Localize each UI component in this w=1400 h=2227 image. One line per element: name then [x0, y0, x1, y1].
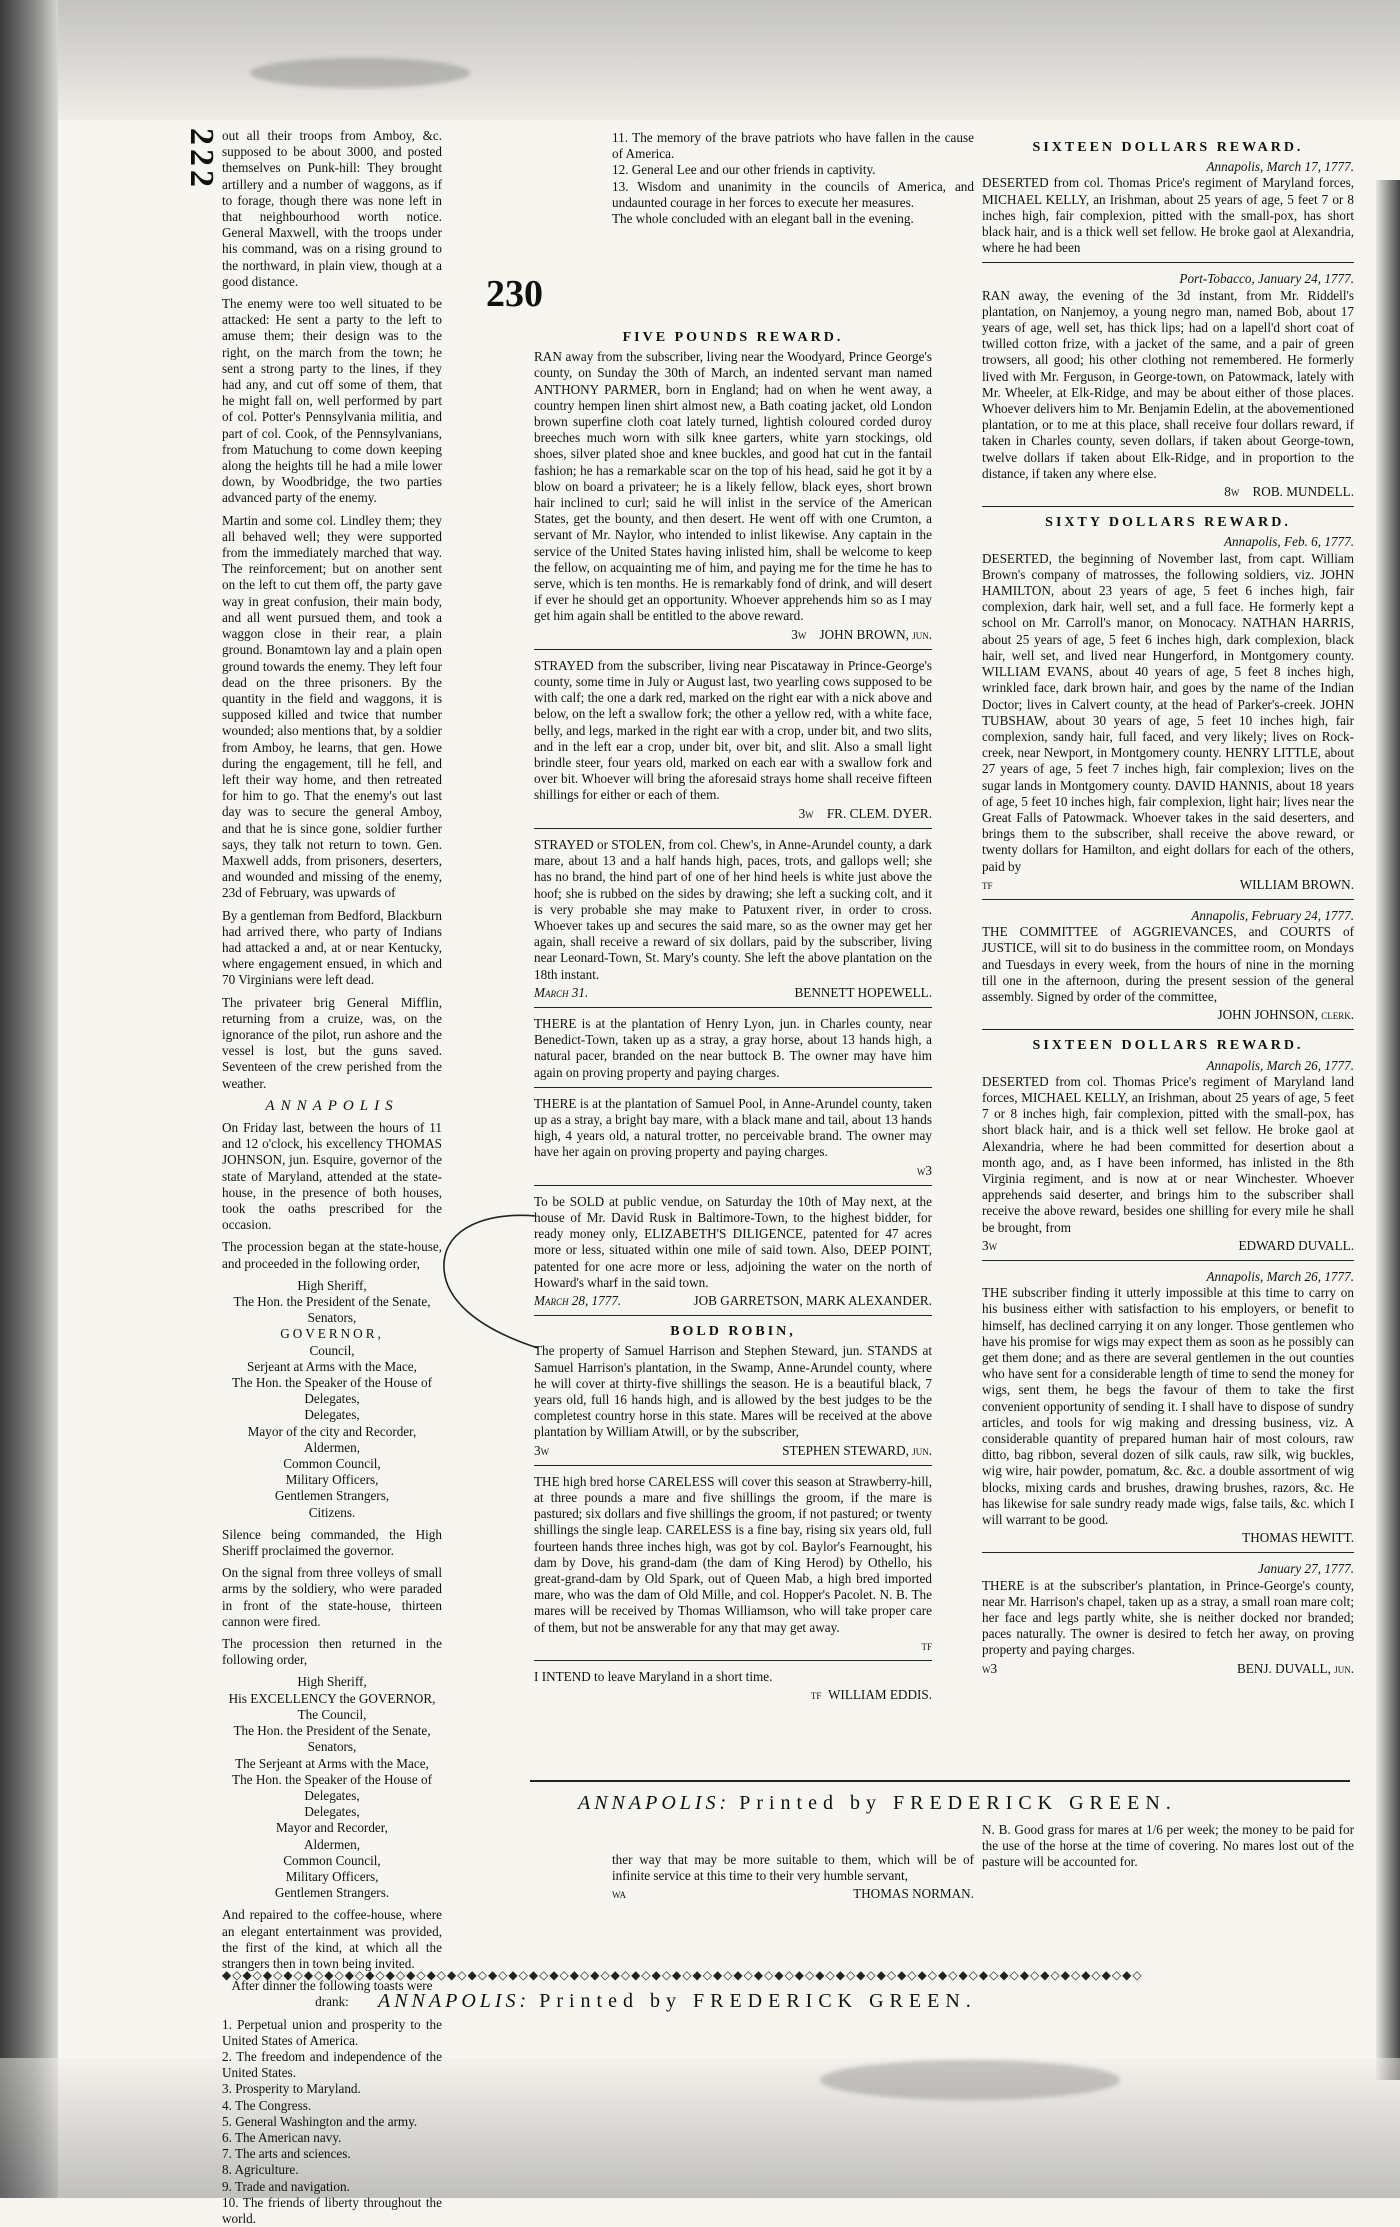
ad-dateline: Annapolis, Feb. 6, 1777.	[1223, 534, 1354, 550]
right-advertisements-column	[982, 140, 1354, 1760]
procession-line: Mayor and Recorder,	[276, 1820, 388, 1836]
ad-signer: JOB GARRETSON, MARK ALEXANDER.	[693, 1292, 932, 1308]
procession-line: The Hon. the President of the Senate,	[233, 1723, 431, 1739]
ad-dateline: Annapolis, March 26, 1777.	[1206, 1057, 1354, 1073]
ad-heading: SIXTEEN DOLLARS REWARD.	[1032, 140, 1304, 155]
middle-advertisements-column	[534, 330, 932, 1780]
news-paragraph: The procession began at the state-house, and proceeded in the following order,	[222, 1239, 442, 1271]
advertisement	[534, 837, 932, 1008]
ad-text: THE subscriber finding it utterly impossible at this time to carry on his business either with satisfaction to his employers, or benefit to himself, has declined carrying it on any longer. Those gentlemen who have his promise for wigs may expect them as soon as he possibly can get them done; and as there are several gentlemen in the out counties who have sent for a considerable length of time to send the money for wigs, sent them, he begs the favour of them to take the first convenient opportunity of sending it. I shall have to dispose of sundry articles, and tools for wig making and dressing business, viz. A considerable quantity of prepared human hair of most colours, raw ditto, bag ribbon, several dozen of silk cauls, raw silk, wig buckles, wig wire, hair powder, pomatum, &c. &c. a double assortment of wig blocks, mixing cards and brushes, drawing brushes, razors, &c. He has likewise for sale sundry ready made wigs, false tails, &c. which I will warrant to be good.	[982, 1285, 1354, 1528]
ad-signer: WILLIAM BROWN.	[1239, 876, 1354, 892]
toast-item: 6. The American navy.	[222, 2129, 342, 2145]
ad-signature	[534, 627, 932, 643]
advertisement	[982, 1269, 1354, 1553]
ad-signature	[612, 1886, 974, 1902]
ad-mark: tf	[982, 876, 993, 892]
procession-line: Senators,	[307, 1310, 357, 1326]
procession-line: Mayor of the city and Recorder,	[247, 1423, 417, 1439]
procession-line: Military Officers,	[285, 1472, 379, 1488]
page-number-top: 222	[183, 128, 220, 191]
news-paragraph: out all their troops from Amboy, &c. supposed to be about 3000, and posted themselves on Punk-hill: They brought artillery and a number of waggons, as if to forage, though there was none left in that neighbourhood worth notice. General Maxwell, with the troops under his command, was on a rising ground to the northward, in plain view, though at a good distance.	[222, 128, 442, 289]
ad-signer: THOMAS HEWITT.	[1242, 1530, 1354, 1546]
procession-list	[222, 1674, 442, 1901]
toast-item: 10. The friends of liberty throughout the world.	[222, 2194, 442, 2226]
procession-line: Serjeant at Arms with the Mace,	[247, 1358, 417, 1374]
procession-line: His EXCELLENCY the GOVERNOR,	[228, 1690, 436, 1706]
procession-line: The Hon. the President of the Senate,	[233, 1294, 431, 1310]
ad-signer: WILLIAM EDDIS.	[827, 1687, 932, 1703]
toasts-continuation	[612, 130, 974, 242]
news-paragraph: The privateer brig General Mifflin, returning from a cruize, was, on the ignorance of the pilot, run ashore and the vessel is lost, but the guns saved. Seventeen of the crew perished from the weather.	[222, 994, 442, 1091]
printer-imprint	[578, 1792, 1177, 1815]
procession-line: Council,	[309, 1342, 355, 1358]
ad-text: THERE is at the plantation of Samuel Pool, in Anne-Arundel county, taken up as a stray, a bright bay mare, with a black mane and tail, about 13 hands high, 4 years old, a natural trotter, no perceivable brand. The owner may have her again on proving property and paying charges.	[534, 1095, 932, 1160]
ad-signer: THOMAS NORMAN.	[853, 1886, 974, 1902]
advertisement	[534, 1669, 932, 1709]
procession-line: Common Council,	[283, 1852, 381, 1868]
procession-line: The Hon. the Speaker of the House of Delegates,	[232, 1771, 432, 1803]
toast-item: 11. The memory of the brave patriots who have fallen in the cause of America.	[612, 130, 974, 162]
ad-dateline: Annapolis, February 24, 1777.	[1191, 907, 1354, 923]
column-rule	[530, 1780, 1350, 1782]
closing-line: The whole concluded with an elegant ball in the evening.	[612, 211, 914, 227]
ad-signature	[982, 484, 1354, 500]
imprint-place: ANNAPOLIS:	[578, 1792, 731, 1814]
ad-text: The property of Samuel Harrison and Stephen Steward, jun. STANDS at Samuel Harrison's plantation, in the Swamp, Anne-Arundel county, where he will cover at thirty-five shillings the season. He is a beautiful black, 7 years old, full 16 hands high, and is allowed by the best judges to be the completest country horse in this state. Mares will be received at the above plantation by William Atwill, or by the subscriber,	[534, 1343, 932, 1440]
ad-signature	[982, 1661, 1354, 1677]
toast-item: 5. General Washington and the army.	[222, 2113, 418, 2129]
ad-heading: FIVE POUNDS REWARD.	[622, 330, 844, 345]
toast-item: 7. The arts and sciences.	[222, 2146, 351, 2162]
news-paragraph: On the signal from three volleys of small arms by the soldiery, who were paraded in front of the state-house, thirteen cannon were fired.	[222, 1565, 442, 1629]
news-paragraph: Martin and some col. Lindley them; they all behaved well; they were supported from the immediately marched that way. The reinforcement; but on another sent on the left to cut them off, the party gave way in great confusion, their main body, and all went pursued them, and took a waggon close in their rear, a plain ground. Bonamtown lay and a plain open ground towards the enemy. They left four dead on the three prisoners. By the quantity in the field and waggons, it is supposed killed and twice that number wounded; also mentions that, by a soldier from Amboy, he learns, that gen. Howe during the engagement, till he fell, and left their way home, and then retreated for him to go. That the enemy's out last day was to secure the general Amboy, and that he is since gone, soldier further says, they talk not return to town. Gen. Maxwell adds, from prisoners, deserters, and wounded and missing of the enemy, 23d of February, was upwards of	[222, 512, 442, 901]
facing-page-edge	[1376, 180, 1400, 2080]
ad-signer: EDWARD DUVALL.	[1238, 1237, 1354, 1253]
ad-text: RAN away, the evening of the 3d instant, from Mr. Riddell's plantation, on Nanjemoy, a young negro man, named Bob, about 17 years of age, well set, has thick lips; had on a lapell'd short coat of twilled cotton frize, with a jacket of the same, and a pair of green trowsers, all good; his other clothing not remembered. He formerly lived with Mr. Ferguson, in George-town, on Patowmack, lately with Mr. Wheeler, at Elk-Ridge, and may be about either of those places. Whoever delivers him to Mr. Benjamin Edelin, at the abovementioned plantation, or to me at this place, shall receive four dollars reward, if taken in Charles county, seven dollars, if taken about George-town, twelve dollars if taken about Elk-Ridge, and in proportion to the distance, if taken any where else.	[982, 287, 1354, 481]
ad-heading: SIXTEEN DOLLARS REWARD.	[1032, 1038, 1304, 1054]
ad-mark: 3w	[798, 805, 814, 821]
lower-strip-left	[612, 1852, 974, 1948]
advertisement	[982, 271, 1354, 507]
advertisement	[534, 1324, 932, 1466]
ad-signer: BENJ. DUVALL, jun.	[1237, 1660, 1354, 1676]
toast-item: 9. Trade and navigation.	[222, 2178, 350, 2194]
toast-item: 8. Agriculture.	[222, 2162, 299, 2178]
advertisement	[534, 330, 932, 650]
ad-text: RAN away from the subscriber, living near the Woodyard, Prince George's county, on Sunday the 30th of March, an indented servant man named ANTHONY PARMER, born in England; had on when he went away, a country hempen linen shirt almost new, a Bath coating jacket, old London brown superfine cloth coat lately turned, lightish coloured corded duroy breeches much worn with silk knee garters, white yarn stockings, old shoes, silver plated shoe and knee buckles, and good hat cut in the fantail fashion; he has a remarkable scar on the top of his head, said he got it by a blow on board a privateer; he is a likely fellow, black eyes, short brown hair inclined to curl; said he will inlist in the service of the American States, get the bounty, and then desert. He went off with one Crumton, a servant of Mr. Naylor, who intended to inlist likewise. Any captain in the service of the United States having inlisted him, shall be welcome to keep the fellow, on acquainting me of him, and paying me for the time he has to serve, which is ten months. He is remarkably fond of drink, and will desert if ever he should get an opportunity. Whoever apprehends him so as I may get him again shall be entitled to the above reward.	[534, 349, 932, 624]
toast-item: 3. Prosperity to Maryland.	[222, 2081, 361, 2097]
ad-dateline: Port-Tobacco, January 24, 1777.	[1179, 271, 1354, 287]
ad-signer: STEPHEN STEWARD, jun.	[782, 1442, 932, 1458]
imprint-text: Printed by FREDERICK GREEN.	[739, 1792, 1177, 1814]
ad-signature	[534, 1293, 932, 1309]
ad-text: ther way that may be more suitable to them, which will be of infinite service at this time to their very humble servant,	[612, 1852, 974, 1884]
ad-signature	[982, 877, 1354, 893]
procession-line: The Hon. the Speaker of the House of Delegates,	[232, 1375, 432, 1407]
page-number: 230	[486, 273, 543, 315]
toast-item: 1. Perpetual union and prosperity to the United States of America.	[222, 2016, 442, 2048]
toast-list	[222, 2017, 442, 2227]
ad-mark: w3	[982, 1660, 998, 1676]
ad-heading: SIXTY DOLLARS REWARD.	[1045, 515, 1291, 531]
procession-line: Aldermen,	[303, 1439, 361, 1455]
ad-mark: March 28, 1777.	[534, 1292, 622, 1308]
procession-line: Common Council,	[283, 1456, 381, 1472]
scan-bottom-edge	[0, 2058, 1400, 2198]
ad-text: THERE is at the subscriber's plantation, in Prince-George's county, near Mr. Harrison's chapel, taken up as a stray, a small roan mare colt; her face and legs partly white, she is neither docked nor branded; paces naturally. The owner is desired to fetch her away, on proving property and paying charges.	[982, 1577, 1354, 1658]
procession-line: High Sheriff,	[297, 1277, 367, 1293]
ad-signature	[534, 1443, 932, 1459]
procession-line: Delegates,	[304, 1407, 360, 1423]
advertisement	[982, 1561, 1354, 1682]
left-news-column	[222, 128, 442, 2226]
ad-text: STRAYED or STOLEN, from col. Chew's, in Anne-Arundel county, a dark mare, about 13 and a half hands high, paces, trots, and gallops well; she has no brand, the hind part of one of her hind heels is white just above the hoof; she is rubbed on the sides by drawing; she left a sucking colt, and it is very probable she may make to Patuxent river, in order to cross. Whoever takes up and secures the said mare, so as the owner may get her again, shall receive a reward of six dollars, paid by the subscriber, living near Leonard-Town, St. Mary's county. She left the above plantation on the 18th instant.	[534, 836, 932, 982]
news-paragraph: After dinner the following toasts were drank:	[231, 1978, 433, 2010]
ad-text: DESERTED, the beginning of November last, from capt. William Brown's company of matrosses, the following soldiers, viz. JOHN HAMILTON, about 23 years of age, 5 feet 6 inches high, fair complexion, dark hair, well set, and a full face. He formerly kept a school on Mr. Carroll's manor, on Monocacy. NATHAN HARRIS, about 25 years of age, 5 feet 6 inches high, dark complexion, black hair, well set, and lived near Hungerford, in Montgomery county. WILLIAM EVANS, about 40 years of age, 5 feet 8 inches high, wrinkled face, dark brown hair, and goes by the name of the Indian Doctor; lives in Calvert county, at the head of Parker's-creek. JOHN TUBSHAW, about 30 years of age, 5 feet 10 inches high, fair complexion, sandy hair, full faced, and very likely; lives on Rock-creek, near Newport, in Montgomery county. HENRY LITTLE, about 27 years of age, 5 feet 7 inches high, fair complexion; lives on the sugar lands in Montgomery county. DAVID HANNIS, about 18 years of age, 5 feet 10 inches high, fair complexion, light hair; lives near the Great Falls of Patowmack. Whoever takes in the said deserters, and brings them to the subscriber, shall receive the above reward, or twenty dollars for Hamilton, and eight dollars for each of the others, paid by	[982, 550, 1354, 874]
procession-line: Citizens.	[308, 1504, 356, 1520]
printer-imprint	[378, 1990, 977, 2013]
news-paragraph: By a gentleman from Bedford, Blackburn had arrived there, who party of Indians had attacked a and, at or near Kentucky, where engagement ensued, in which and 70 Virginians were left dead.	[222, 907, 442, 988]
toast-item: 4. The Congress.	[222, 2097, 312, 2113]
procession-line: Gentlemen Strangers.	[274, 1885, 390, 1901]
book-spine-shadow	[0, 0, 58, 2198]
procession-line: Military Officers,	[285, 1868, 379, 1884]
advertisement	[534, 1096, 932, 1186]
ad-text: N. B. Good grass for mares at 1/6 per week; the money to be paid for the use of the horse at the time of covering. No mares lost out of the pasture will be accounted for.	[982, 1822, 1354, 1870]
ad-signature	[534, 985, 932, 1001]
advertisement	[982, 515, 1354, 900]
advertisement	[982, 908, 1354, 1030]
ad-signer: FR. CLEM. DYER.	[826, 805, 932, 821]
ad-signature	[534, 1687, 932, 1703]
ad-mark: 3w	[982, 1237, 998, 1253]
ad-signature	[534, 806, 932, 822]
toast-item: 13. Wisdom and unanimity in the councils of America, and undaunted courage in her forces to execute her measures.	[612, 178, 974, 210]
ad-heading: BOLD ROBIN,	[670, 1324, 796, 1340]
ad-text: THERE is at the plantation of Henry Lyon, jun. in Charles county, near Benedict-Town, taken up as a stray, a gray horse, about 13 hands high, a natural pacer, branded on the near buttock B. The owner may have him again on proving property and paying charges.	[534, 1015, 932, 1080]
news-paragraph: Silence being commanded, the High Sheriff proclaimed the governor.	[222, 1526, 442, 1559]
lower-strip-right	[982, 1822, 1354, 1952]
procession-line: Gentlemen Strangers,	[274, 1488, 390, 1504]
advertisement	[534, 1194, 932, 1316]
ad-text: THE COMMITTEE of AGGRIEVANCES, and COURTS of JUSTICE, will sit to do business in the committee room, on Mondays and Tuesdays in every week, from the hours of nine in the morning till one in the afternoon, during the present session of the general assembly. Signed by order of the committee,	[982, 924, 1354, 1004]
procession-line: GOVERNOR,	[280, 1326, 384, 1342]
news-paragraph: And repaired to the coffee-house, where an elegant entertainment was provided, the first of the kind, at which all the strangers then in town being invited.	[222, 1907, 442, 1971]
news-paragraph: The procession then returned in the following order,	[222, 1636, 442, 1668]
ad-mark: tf	[810, 1687, 822, 1703]
scan-top-edge	[0, 0, 1400, 120]
advertisement	[534, 1016, 932, 1088]
imprint-text: Printed by FREDERICK GREEN.	[539, 1990, 977, 2012]
ad-mark: 3w	[534, 1442, 550, 1458]
advertisement	[982, 140, 1354, 263]
ad-text: DESERTED from col. Thomas Price's regiment of Maryland land forces, MICHAEL KELLY, an Irishman, about 25 years of age, 5 feet 7 or 8 inches high, fair complexion, pitted with the small-pox, has short black hair, and is a thick well set fellow. He broke gaol at Alexandria, where he had been committed for desertion about a month ago, and, as I have been informed, has inlisted in the 8th Virginia regiment, and is now at or near Winchester. Whoever apprehends said deserter, and brings him to the subscriber shall receive the above reward, besides one shilling for every mile he shall be brought, from	[982, 1073, 1354, 1235]
ad-text: STRAYED from the subscriber, living near Piscataway in Prince-George's county, some time in July or August last, two yearling cows supposed to be with calf; the one a dark red, marked on the right ear with a nick above and below, on the left a swallow fork; the other a yellow red, with a white face, belly, and legs, marked in the right ear with a crop, under bit, and two slits, and in the left ear a crop, under bit, over bit, and slit. Also a small light brindle steer, four years old, marked on each ear with a swallow fork and over bit. Whoever will bring the aforesaid strays home shall receive fifteen shillings for either or each of them.	[534, 657, 932, 803]
handwritten-bracket-mark	[426, 1208, 546, 1358]
ad-dateline: January 27, 1777.	[1258, 1561, 1354, 1577]
ad-dateline: Annapolis, March 26, 1777.	[1206, 1269, 1354, 1284]
procession-line: Aldermen,	[303, 1836, 361, 1852]
ad-mark: March 31.	[534, 984, 589, 1000]
news-paragraph: The enemy were too well situated to be attacked: He sent a party to the left to amuse them; their design was to the right, on the march from the town; he sent a strong party to the lines, if they had any, and cut off some of them, that he might fall on, well performed by part of col. Potter's Pennsylvania militia, and part of col. Cook, of the Pennsylvanians, from Matuchung to come down keeping along the heights till he had a mile lower down, by Woodbridge, the two parties advanced party of the enemy.	[222, 296, 442, 506]
ad-dateline: Annapolis, March 17, 1777.	[1206, 159, 1354, 175]
ad-text: THE high bred horse CARELESS will cover this season at Strawberry-hill, at three pounds a mare and five shillings the groom, if the mare is pastured; six dollars and five shillings the groom, if not pastured; or twenty shillings the single leap. CARELESS is a fine bay, rising six years old, full fourteen hands three inches high, was got by col. Baylor's Fearnought, his dam by Dove, his grand-dam (the dam of King Herod) by Othello, his great-grand-dam by Old Spark, out of Queen Mab, a high bred imported mare, who was the dam of Old Mille, and col. Hopper's Pacolet. N. B. The mares will be received by Thomas Williamson, who will take proper care of them, but not be answerable for any that may get away.	[534, 1473, 932, 1635]
ad-signer: JOHN JOHNSON, clerk.	[1217, 1007, 1354, 1023]
procession-line: High Sheriff,	[297, 1674, 367, 1690]
procession-line: Senators,	[307, 1739, 357, 1755]
ad-signer: ROB. MUNDELL.	[1252, 484, 1354, 500]
ad-signer: JOHN BROWN, jun.	[819, 626, 932, 642]
ornamental-rule: ◆◇◆◇◆◇◆◇◆◇◆◇◆◇◆◇◆◇◆◇◆◇◆◇◆◇◆◇◆◇◆◇◆◇◆◇◆◇◆◇◆◇◆◇◆◇◆◇◆◇◆◇◆◇◆◇◆◇◆◇◆◇◆◇◆◇◆◇◆◇◆◇◆◇◆◇◆◇◆◇◆◇◆◇◆◇◆◇◆◇	[222, 1968, 1143, 1982]
advertisement	[534, 1474, 932, 1661]
ad-mark: wa	[612, 1886, 626, 1902]
ad-text: To be SOLD at public vendue, on Saturday the 10th of May next, at the house of Mr. David Rusk in Baltimore-Town, to the highest bidder, for ready money only, ELIZABETH'S DILIGENCE, patented for 47 acres more or less, situated within one mile of said town. Also, DEEP POINT, patented for one acre more or less, adjoining the water on the north of Howard's wharf in the said town.	[534, 1193, 932, 1290]
ad-mark: tf	[921, 1637, 932, 1653]
ad-mark: 3w	[791, 626, 807, 642]
ad-text: DESERTED from col. Thomas Price's regiment of Maryland forces, MICHAEL KELLY, an Irishman, about 25 years of age, 5 feet 7 or 8 inches high, fair complexion, pitted with the small-pox, has short black hair, and is a thick well set fellow. He broke gaol at Alexandria, where he had been	[982, 175, 1354, 256]
ad-signature	[982, 1238, 1354, 1254]
procession-line: The Council,	[297, 1706, 367, 1722]
procession-line: Delegates,	[304, 1804, 360, 1820]
toast-item: 12. General Lee and our other friends in captivity.	[612, 162, 876, 178]
procession-line: The Serjeant at Arms with the Mace,	[235, 1755, 429, 1771]
advertisement	[534, 658, 932, 829]
ad-mark: 8w	[1224, 484, 1240, 500]
procession-list	[222, 1278, 442, 1521]
ad-mark: w3	[916, 1162, 932, 1178]
section-heading-annapolis: ANNAPOLIS	[265, 1097, 399, 1114]
ad-signer: BENNETT HOPEWELL.	[794, 984, 932, 1000]
toast-item: 2. The freedom and independence of the United States.	[222, 2048, 442, 2081]
news-paragraph: On Friday last, between the hours of 11 and 12 o'clock, his excellency THOMAS JOHNSON, jun. Esquire, governor of the state of Maryland, attended at the state-house, in the presence of both houses, took the oaths prescribed for the occasion.	[222, 1119, 442, 1233]
advertisement	[982, 1038, 1354, 1261]
imprint-place: ANNAPOLIS:	[378, 1990, 531, 2012]
ad-text: I INTEND to leave Maryland in a short time.	[534, 1669, 773, 1685]
scan-stain	[250, 58, 470, 88]
scan-stain	[820, 2060, 1120, 2100]
